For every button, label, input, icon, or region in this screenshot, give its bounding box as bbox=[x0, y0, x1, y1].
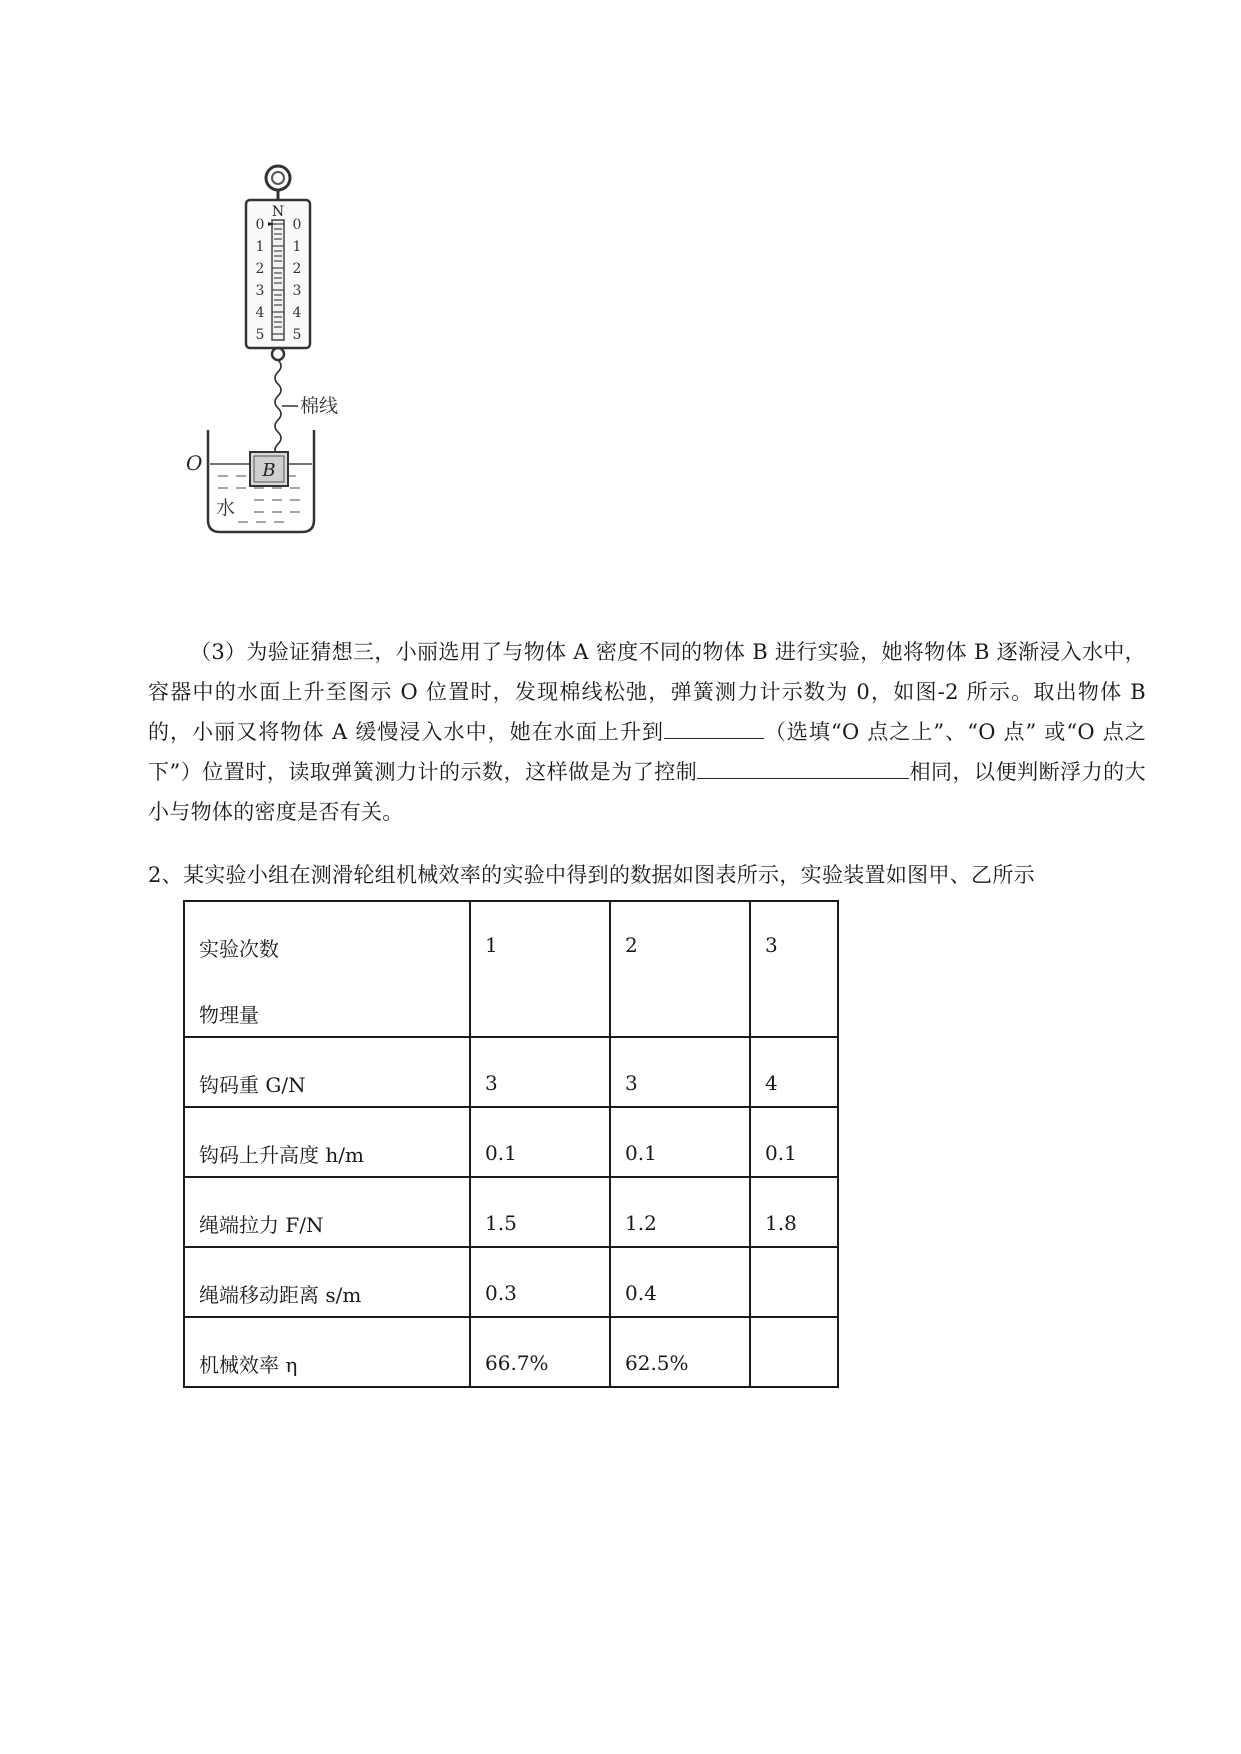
scale-number: 4 bbox=[292, 305, 302, 321]
table-cell: 66.7% bbox=[470, 1317, 610, 1387]
scale-number: 2 bbox=[292, 261, 302, 277]
table-cell: 1.5 bbox=[470, 1177, 610, 1247]
question-3-text-part1: （3）为验证猜想三，小丽选用了与物体 A 密度不同的物体 B 进行实验，她将物体 B 逐渐浸入水中，容器中的水面上升至图示 O 位置时，发现棉线松弛，弹簧测力计示数为 0，如图-2 所示。取出物体 B 的，小丽又将物体 A 缓慢浸入水中，她在水面上升到 bbox=[148, 640, 1146, 744]
table-cell: 1.8 bbox=[750, 1177, 838, 1247]
scale-number: 3 bbox=[255, 283, 265, 299]
table-header-label-cell bbox=[184, 901, 470, 1037]
table-cell: 0.4 bbox=[610, 1247, 750, 1317]
scale-number: 2 bbox=[255, 261, 265, 277]
question-3-paragraph bbox=[148, 632, 1146, 832]
trial-number: 1 bbox=[485, 933, 498, 957]
hanging-ring bbox=[266, 166, 290, 190]
scale-number: 5 bbox=[292, 327, 302, 343]
table-cell: 0.1 bbox=[470, 1107, 610, 1177]
trial-number: 3 bbox=[765, 933, 778, 957]
scale-number: 1 bbox=[255, 239, 265, 255]
table-row bbox=[184, 1177, 838, 1247]
table-cell: 4 bbox=[750, 1037, 838, 1107]
row-label: 机械效率 η bbox=[184, 1317, 470, 1387]
object-b-label: B bbox=[262, 460, 276, 481]
trial-number: 2 bbox=[625, 933, 638, 957]
pulley-data-table bbox=[183, 900, 839, 1388]
scale-number: 0 bbox=[255, 217, 265, 233]
table-header-cell bbox=[750, 901, 838, 1037]
water-label: 水 bbox=[216, 497, 236, 519]
row-label: 绳端拉力 F/N bbox=[184, 1177, 470, 1247]
question-3-text-part2: （选填“O 点之上”、“O 点” 或“O 点之下”）位置时，读取弹簧测力计的示数，这样做是为了控制 bbox=[148, 720, 1146, 784]
scale-number: 0 bbox=[292, 217, 302, 233]
table-cell: 1.2 bbox=[610, 1177, 750, 1247]
question-2-intro: 2、某实验小组在测滑轮组机械效率的实验中得到的数据如图表所示，实验装置如图甲、乙所示 bbox=[148, 863, 1035, 887]
scale-number: 3 bbox=[292, 283, 302, 299]
table-row bbox=[184, 1107, 838, 1177]
water-level-label: O bbox=[186, 451, 203, 475]
table-cell-empty[interactable] bbox=[750, 1247, 838, 1317]
table-cell: 0.1 bbox=[750, 1107, 838, 1177]
answer-blank-control[interactable] bbox=[697, 756, 909, 779]
spring-scale-figure bbox=[178, 160, 408, 590]
spring-scale-diagram bbox=[178, 160, 408, 590]
table-row bbox=[184, 1317, 838, 1387]
bottom-hook bbox=[272, 348, 284, 360]
header-label-quantity: 物理量 bbox=[199, 1003, 259, 1027]
scale-number: 5 bbox=[255, 327, 265, 343]
scale-number: 1 bbox=[292, 239, 302, 255]
table-cell: 3 bbox=[610, 1037, 750, 1107]
table-header-cell bbox=[610, 901, 750, 1037]
table-cell: 3 bbox=[470, 1037, 610, 1107]
scale-unit-label: N bbox=[271, 204, 285, 220]
table-row bbox=[184, 1037, 838, 1107]
table-cell: 0.1 bbox=[610, 1107, 750, 1177]
table-cell: 0.3 bbox=[470, 1247, 610, 1317]
table-header-cell bbox=[470, 901, 610, 1037]
answer-blank-position[interactable] bbox=[664, 716, 764, 739]
table-header-row bbox=[184, 901, 838, 1037]
table-row bbox=[184, 1247, 838, 1317]
scale-number: 4 bbox=[255, 305, 265, 321]
row-label: 绳端移动距离 s/m bbox=[184, 1247, 470, 1317]
table-cell-empty[interactable] bbox=[750, 1317, 838, 1387]
header-label-trials: 实验次数 bbox=[199, 937, 279, 961]
row-label: 钩码上升高度 h/m bbox=[184, 1107, 470, 1177]
thread-label: 棉线 bbox=[300, 395, 339, 417]
row-label: 钩码重 G/N bbox=[184, 1037, 470, 1107]
table-cell: 62.5% bbox=[610, 1317, 750, 1387]
question-3-text-part3: 相同，以便判断浮力的大小与物体的密度是否有关。 bbox=[148, 760, 1146, 824]
